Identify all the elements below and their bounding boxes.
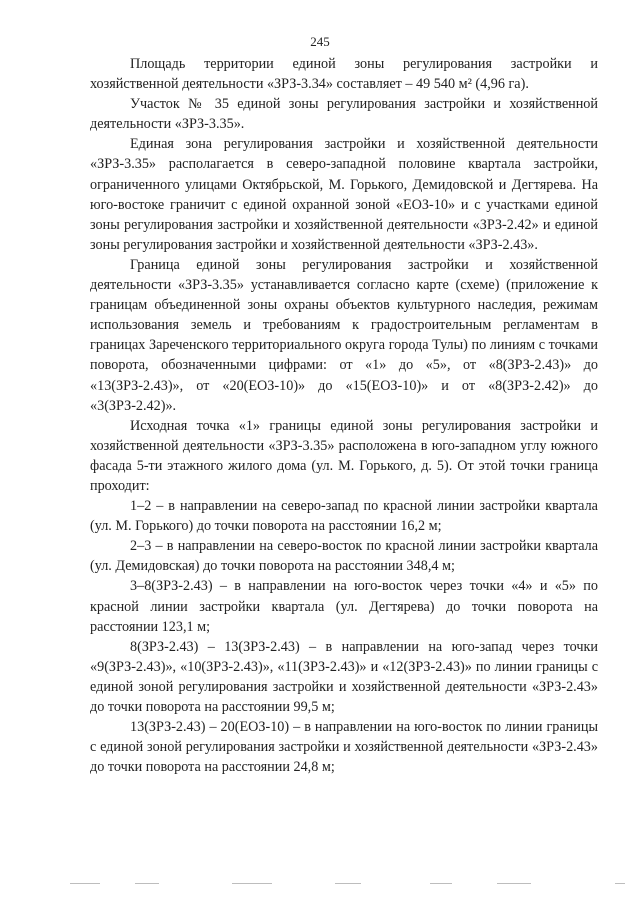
paragraph-area-zrz-3-34: Площадь территории единой зоны регулирования застройки и хозяйственной деятельности «ЗРЗ-3.34» составляет – 49 540 м² (4,96 га). [90,56,598,93]
paragraph-segment-8-13: 8(ЗРЗ-2.43) – 13(ЗРЗ-2.43) – в направлении на юго-запад через точки «9(ЗРЗ-2.43)», «10(ЗРЗ-2.43)», «11(ЗРЗ-2.43)» и «12(ЗРЗ-2.43)» по линии границы с единой зоной регулирования застройки и хозяйственной деятельности «ЗРЗ-2.43» до точки поворота на расстоянии 99,5 м; [90,638,598,715]
document-body [90,54,598,777]
page-number: 245 [310,34,330,49]
paragraph-location: Единая зона регулирования застройки и хозяйственной деятельности «ЗРЗ-3.35» располагается в северо-западной половине квартала застройки, ограниченного улицами Октябрьской, М. Горького, Демидовской и Дегтярева. На юго-востоке граничит с единой охранной зоной «ЕОЗ-10» и с участками единой зоны регулирования застройки и хозяйственной деятельности «ЗРЗ-2.42» и единой зоны регулирования застройки и хозяйственной деятельности «ЗРЗ-2.43». [90,136,598,253]
paragraph-segment-1-2: 1–2 – в направлении на северо-запад по красной линии застройки квартала (ул. М. Горького) до точки поворота на расстоянии 16,2 м; [90,498,598,535]
paragraph-segment-3-8: 3–8(ЗРЗ-2.43) – в направлении на юго-восток через точки «4» и «5» по красной линии застройки квартала (ул. Дегтярева) до точки поворота на расстоянии 123,1 м; [90,578,598,635]
paragraph-segment-2-3: 2–3 – в направлении на северо-восток по красной линии застройки квартала (ул. Демидовская) до точки поворота на расстоянии 348,4 м; [90,538,598,575]
paragraph-boundary-definition: Граница единой зоны регулирования застройки и хозяйственной деятельности «ЗРЗ-3.35» устанавливается согласно карте (схеме) (приложение к границам объединенной зоны охраны объектов культурного наследия, режимам использования земель и требованиям к градостроительным регламентам в границах Зареченского территориального округа города Тулы) по линиям с точками поворота, обозначенными цифрами: от «1» до «5», от «8(ЗРЗ-2.43)» до «13(ЗРЗ-2.43)», от «20(ЕОЗ-10)» до «15(ЕОЗ-10)» и от «8(ЗРЗ-2.42)» до «3(ЗРЗ-2.42)». [90,256,598,414]
paragraph-starting-point: Исходная точка «1» границы единой зоны регулирования застройки и хозяйственной деятельности «ЗРЗ-3.35» расположена в юго-западном углу южного фасада 5-ти этажного жилого дома (ул. М. Горького, д. 5). От этой точки граница проходит: [90,417,598,494]
paragraph-segment-13-20: 13(ЗРЗ-2.43) – 20(ЕОЗ-10) – в направлении на юго-восток по линии границы с единой зоной регулирования застройки и хозяйственной деятельности «ЗРЗ-2.43» до точки поворота на расстоянии 24,8 м; [90,719,598,776]
paragraph-section-heading-zrz-3-35: Участок № 35 единой зоны регулирования застройки и хозяйственной деятельности «ЗРЗ-3.35». [90,96,598,133]
scan-artifact-line [0,880,640,888]
